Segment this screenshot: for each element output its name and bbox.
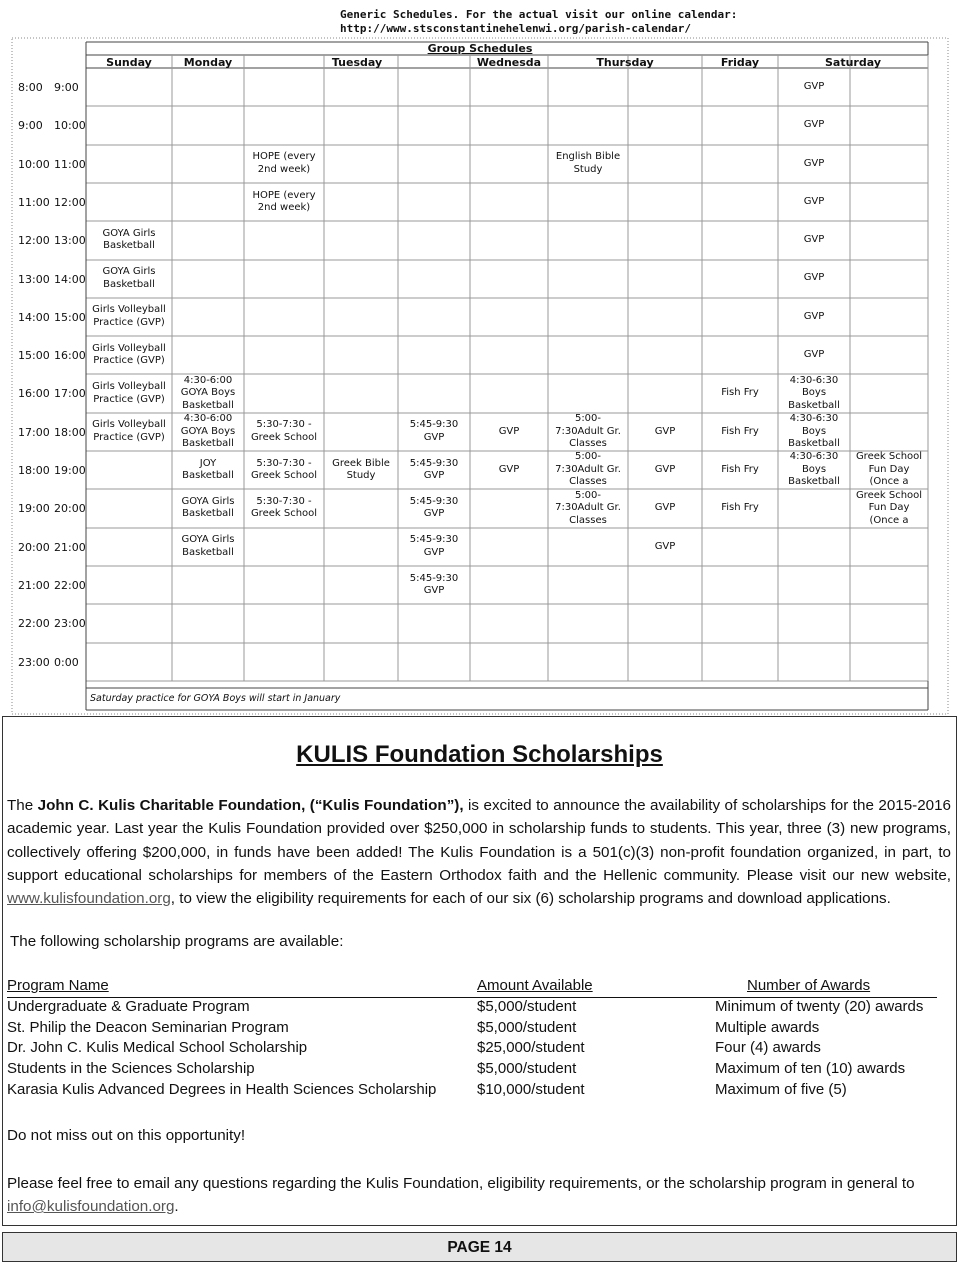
schedule-entry: GVP xyxy=(803,157,825,169)
start-time: 19:00 xyxy=(18,502,50,516)
schedule-entry: 5:00- 7:30Adult Gr. Classes xyxy=(555,451,621,488)
start-time: 8:00 xyxy=(18,81,43,94)
start-time: 13:00 xyxy=(18,272,50,286)
page-footer xyxy=(2,1232,957,1262)
schedule-entry: GOYA Girls Basketball xyxy=(181,495,235,520)
schedule-entry: Fish Fry xyxy=(721,387,759,399)
program-amount: $5,000/student xyxy=(477,1018,577,1036)
article-title: KULIS Foundation Scholarships xyxy=(296,741,663,768)
intro-text-1: The xyxy=(7,797,38,814)
schedule-entry: 4:30-6:00 GOYA Boys Basketball xyxy=(180,413,236,450)
website-link[interactable]: www.kulisfoundation.org xyxy=(7,890,171,908)
end-time: 19:00 xyxy=(54,464,86,477)
schedule-entry: HOPE (every 2nd week) xyxy=(252,151,316,175)
program-amount: $25,000/student xyxy=(477,1039,585,1057)
day-header-saturday: Saturday xyxy=(825,56,881,69)
end-time: 17:00 xyxy=(54,387,86,401)
foundation-name: John C. Kulis Charitable Foundation, (“Kulis Foundation”), xyxy=(37,797,464,814)
contact-paragraph xyxy=(7,1172,951,1218)
header-awards: Number of Awards xyxy=(747,977,871,994)
schedule-header-line1: Generic Schedules. For the actual visit our online calendar: xyxy=(340,8,738,21)
schedule-entry: 4:30-6:30 Boys Basketball xyxy=(788,451,840,488)
end-time: 23:00 xyxy=(54,617,86,631)
schedule-entry: 5:00- 7:30Adult Gr. Classes xyxy=(555,489,621,526)
schedule-entry: GVP xyxy=(654,425,676,437)
table-header-row xyxy=(7,977,937,998)
program-amount: $5,000/student xyxy=(477,1060,577,1078)
schedule-entry: 5:30-7:30 - Greek School xyxy=(250,495,318,520)
page-number: PAGE 14 xyxy=(447,1239,512,1256)
day-header-thursday: Thursday xyxy=(596,56,654,69)
start-time: 16:00 xyxy=(18,387,50,401)
program-amount: $10,000/student xyxy=(477,1080,585,1098)
programs-table xyxy=(7,977,937,1102)
end-time: 15:00 xyxy=(54,310,86,324)
intro-paragraph xyxy=(7,794,951,910)
end-time: 14:00 xyxy=(54,272,86,286)
program-awards: Multiple awards xyxy=(715,1018,820,1036)
schedule-entry: GVP xyxy=(654,502,676,514)
program-name: St. Philip the Deacon Seminarian Program xyxy=(7,1018,289,1036)
schedule-entry: GVP xyxy=(498,463,520,475)
start-time: 9:00 xyxy=(18,119,43,133)
end-time: 21:00 xyxy=(54,540,86,554)
following-programs-text: The following scholarship programs are available: xyxy=(10,933,344,950)
contact-text-2: . xyxy=(174,1198,179,1215)
end-time: 18:00 xyxy=(54,425,86,439)
end-time: 16:00 xyxy=(54,349,86,363)
schedule-entry: GOYA Girls Basketball xyxy=(102,227,156,252)
program-awards: Maximum of ten (10) awards xyxy=(715,1060,906,1078)
schedule-entry: 5:00- 7:30Adult Gr. Classes xyxy=(555,413,621,450)
day-header-tuesday: Tuesday xyxy=(331,56,383,69)
call-to-action: Do not miss out on this opportunity! xyxy=(7,1127,246,1144)
schedule-entry: Girls Volleyball Practice (GVP) xyxy=(92,304,166,328)
start-time: 23:00 xyxy=(18,655,50,669)
start-time: 22:00 xyxy=(18,617,50,631)
schedule-entry: JOY Basketball xyxy=(182,457,234,482)
schedule-entry: Girls Volleyball Practice (GVP) xyxy=(92,381,166,405)
start-time: 12:00 xyxy=(18,234,50,248)
table-row xyxy=(7,1039,937,1060)
day-header-monday: Monday xyxy=(183,56,233,69)
header-amount: Amount Available xyxy=(477,977,593,994)
table-row xyxy=(7,1060,937,1081)
schedule-header-url: http://www.stsconstantinehelenwi.org/parish-calendar/ xyxy=(340,22,691,35)
schedule-entry: Girls Volleyball Practice (GVP) xyxy=(92,419,166,443)
end-time: 12:00 xyxy=(54,195,86,209)
schedule-entry: English Bible Study xyxy=(555,151,621,175)
schedule-entry: 5:30-7:30 - Greek School xyxy=(250,457,318,482)
group-schedules-title: Group Schedules xyxy=(427,42,533,55)
scholarship-article xyxy=(2,716,957,1226)
end-time: 0:00 xyxy=(54,655,79,669)
schedule-entry: 5:45-9:30 GVP xyxy=(409,495,459,520)
end-time: 20:00 xyxy=(54,502,86,516)
schedule-entry: GVP xyxy=(803,195,825,207)
schedule-entry: 4:30-6:30 Boys Basketball xyxy=(788,413,840,450)
start-time: 18:00 xyxy=(18,464,50,477)
schedule-entry: GVP xyxy=(654,540,676,552)
program-name: Dr. John C. Kulis Medical School Scholarship xyxy=(7,1039,308,1057)
start-time: 21:00 xyxy=(18,578,50,592)
schedule-entry: GVP xyxy=(803,272,825,284)
day-header-sunday: Sunday xyxy=(106,56,152,69)
table-row xyxy=(7,1019,937,1040)
start-time: 17:00 xyxy=(18,425,50,439)
intro-text-3: , to view the eligibility requirements for each of our six (6) scholarship programs and download applications. xyxy=(170,890,891,908)
schedule-entry: 5:45-9:30 GVP xyxy=(409,534,459,558)
program-awards: Maximum of five (5) xyxy=(715,1080,847,1098)
schedule-entry: 4:30-6:30 Boys Basketball xyxy=(788,374,840,411)
schedule-entry: GVP xyxy=(803,310,825,322)
schedule-entry: GVP xyxy=(803,80,825,92)
start-time: 10:00 xyxy=(18,157,50,171)
schedule-entry: Fish Fry xyxy=(721,502,759,514)
schedule-entry: 5:45-9:30 GVP xyxy=(409,457,459,482)
schedule-entry: 5:45-9:30 GVP xyxy=(409,419,459,443)
end-time: 9:00 xyxy=(54,81,79,94)
program-name: Students in the Sciences Scholarship xyxy=(7,1060,255,1078)
schedule-entry: 5:45-9:30 GVP xyxy=(409,572,459,597)
schedule-entry: Greek School Fun Day (Once a xyxy=(855,489,923,526)
contact-text-1: Please feel free to email any questions regarding the Kulis Foundation, eligibility requirements, or the scholarship program in general to xyxy=(7,1175,915,1192)
program-awards: Four (4) awards xyxy=(715,1039,821,1057)
email-link[interactable]: info@kulisfoundation.org xyxy=(7,1198,175,1215)
start-time: 20:00 xyxy=(18,540,50,554)
program-name: Undergraduate & Graduate Program xyxy=(7,997,250,1015)
day-header-wednesda: Wednesda xyxy=(476,56,542,69)
table-row xyxy=(7,1081,937,1102)
schedule-entry: Fish Fry xyxy=(721,425,759,437)
schedule-entry: HOPE (every 2nd week) xyxy=(252,189,316,214)
header-program-name: Program Name xyxy=(7,977,109,994)
table-row xyxy=(7,998,937,1019)
day-header-friday: Friday xyxy=(720,56,760,69)
schedule-entry: GVP xyxy=(803,234,825,246)
program-name: Karasia Kulis Advanced Degrees in Health Sciences Scholarship xyxy=(7,1080,437,1098)
end-time: 11:00 xyxy=(54,157,86,171)
program-awards: Minimum of twenty (20) awards xyxy=(715,997,924,1015)
end-time: 13:00 xyxy=(54,234,86,248)
schedule-entry: 5:30-7:30 - Greek School xyxy=(250,419,318,443)
intro-text-2: is excited to announce the availability of scholarships for the 2015-2016 academic year. Last year the Kulis Foundation provided over $250,000 in scholarship funds to students. This year, three (3) new programs, collectively offering $200,000, in funds have been added! The Kulis Foundation is a 501(c)(3) non-profit foundation organized, in part, to support educational scholarships for members of the Eastern Orthodox faith and the Hellenic community. Please visit our new website, xyxy=(7,797,951,884)
schedule-entry: Greek School Fun Day (Once a xyxy=(855,451,923,488)
schedule-note: Saturday practice for GOYA Boys will start in January xyxy=(90,693,341,704)
schedule-entry: GOYA Girls Basketball xyxy=(181,534,235,558)
schedule-entry: 4:30-6:00 GOYA Boys Basketball xyxy=(180,374,236,411)
schedule-entry: Greek Bible Study xyxy=(332,457,390,482)
schedule-entry: GVP xyxy=(654,463,676,475)
schedule-entry: Girls Volleyball Practice (GVP) xyxy=(92,342,166,367)
start-time: 11:00 xyxy=(18,195,50,209)
schedule-entry: GVP xyxy=(803,119,825,131)
start-time: 15:00 xyxy=(18,349,50,363)
schedule-entry: GVP xyxy=(803,349,825,360)
end-time: 22:00 xyxy=(54,578,86,592)
schedule-entry: GOYA Girls Basketball xyxy=(102,266,156,290)
table-body xyxy=(7,998,937,1102)
program-amount: $5,000/student xyxy=(477,997,577,1015)
schedule-entry: GVP xyxy=(498,425,520,437)
start-time: 14:00 xyxy=(18,310,50,324)
end-time: 10:00 xyxy=(54,119,86,133)
schedule-entry: Fish Fry xyxy=(721,463,759,475)
